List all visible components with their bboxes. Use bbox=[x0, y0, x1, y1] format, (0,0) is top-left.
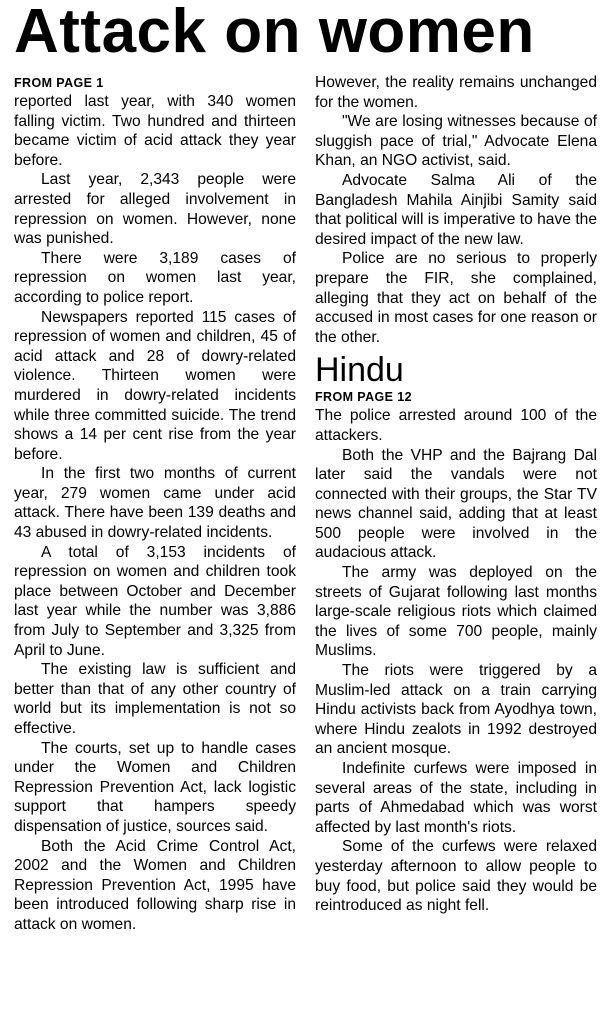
paragraph: The police arrested around 100 of the attackers. bbox=[315, 407, 597, 444]
paragraph: A total of 3,153 incidents of repression on women and children took place between October and December last year while the number was 3,886 from July to September and 3,325 from April to June. bbox=[14, 543, 296, 659]
jump-line-page-12: FROM PAGE 12 bbox=[315, 390, 412, 405]
headline: Attack on women bbox=[14, 0, 535, 66]
paragraph: Some of the curfews were relaxed yesterday afternoon to allow people to buy food, but police said they would be reintroduced as night fell. bbox=[315, 838, 597, 915]
paragraph: Newspapers reported 115 cases of repression of women and children, 45 of acid attack and 28 of dowry-related violence. Thirteen women were murdered in dowry-related incidents while three committed suicide. The trend shows a 14 per cent rise from the year before. bbox=[14, 308, 296, 463]
paragraph: Last year, 2,343 people were arrested for alleged involvement in repression on women. However, none was punished. bbox=[14, 171, 296, 248]
paragraph: reported last year, with 340 women falling victim. Two hundred and thirteen became victim of acid attack they year before. bbox=[14, 93, 296, 169]
paragraph: However, the reality remains unchanged for the women. bbox=[315, 74, 597, 111]
paragraph: Both the Acid Crime Control Act, 2002 and the Women and Children Repression Prevention Act, 1995 have been introduced following sharp rise in attack on women. bbox=[14, 837, 296, 933]
paragraph: The riots were triggered by a Muslim-led attack on a train carrying Hindu activists back from Ayodhya town, where Hindu zealots in 1992 destroyed an ancient mosque. bbox=[315, 662, 597, 758]
paragraph: Both the VHP and the Bajrang Dal later said the vandals were not connected with their groups, the Star TV news channel said, adding that at least 500 people were involved in the audacious attack. bbox=[315, 446, 597, 562]
paragraph: Police are no serious to properly prepare the FIR, she complained, alleging that they act on behalf of the accused in most cases for one reason or the other. bbox=[315, 250, 597, 346]
paragraph: "We are losing witnesses because of sluggish pace of trial," Advocate Elena Khan, an NGO activist, said. bbox=[315, 113, 597, 170]
column-right bbox=[315, 73, 597, 916]
paragraph: In the first two months of current year, 279 women came under acid attack. There have been 139 deaths and 43 abused in dowry-related incidents. bbox=[14, 465, 296, 542]
jump-line-page-1: FROM PAGE 1 bbox=[14, 76, 104, 90]
subhead-hindu: Hindu bbox=[315, 351, 404, 390]
paragraph: The existing law is sufficient and better than that of any other country of world but its implementation is not so effective. bbox=[14, 661, 296, 737]
column-left bbox=[14, 76, 296, 935]
paragraph: Advocate Salma Ali of the Bangladesh Mahila Ainjibi Samity said that political will is imperative to have the desired impact of the new law. bbox=[315, 171, 597, 248]
paragraph: The army was deployed on the streets of Gujarat following last months large-scale religious riots which claimed the lives of some 700 people, mainly Muslims. bbox=[315, 564, 597, 660]
paragraph: The courts, set up to handle cases under the Women and Children Repression Prevention Act, lack logistic support that hampers speedy dispensation of justice, sources said. bbox=[14, 739, 296, 835]
paragraph: There were 3,189 cases of repression on women last year, according to police report. bbox=[14, 249, 296, 306]
paragraph: Indefinite curfews were imposed in several areas of the state, including in parts of Ahmedabad which was worst affected by last month's riots. bbox=[315, 760, 597, 836]
